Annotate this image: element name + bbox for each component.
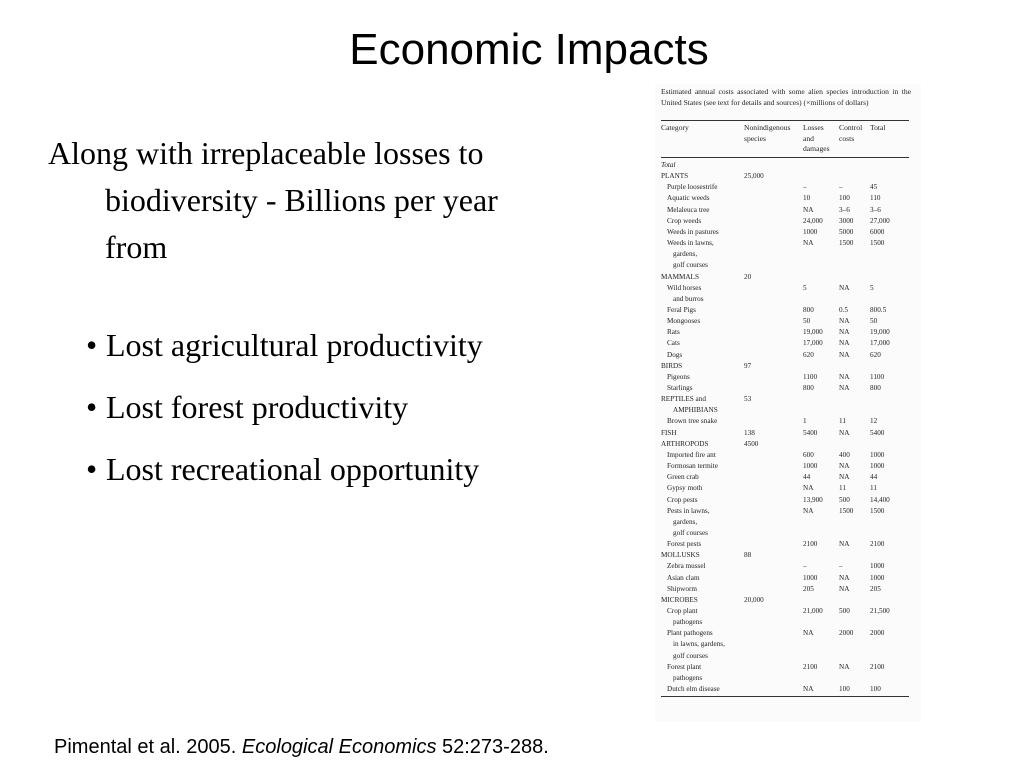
row-control: NA [839, 283, 850, 292]
row-losses: 2100 [803, 662, 818, 671]
citation [54, 734, 774, 760]
row-total: 205 [870, 584, 881, 593]
row-category: Cats [667, 339, 680, 348]
table-row [661, 439, 911, 450]
table-row [661, 283, 911, 294]
row-total: 100 [870, 685, 881, 694]
row-losses: 620 [803, 350, 814, 359]
table-row [661, 639, 911, 650]
row-control: 3000 [839, 216, 854, 225]
row-category: Plant pathogens [667, 629, 713, 638]
row-losses: 600 [803, 450, 814, 459]
row-category: REPTILES and [661, 395, 706, 404]
row-losses: 21,000 [803, 607, 823, 615]
row-total: 2100 [870, 540, 885, 549]
row-control: NA [839, 662, 850, 671]
row-total: 800.5 [870, 305, 887, 314]
header-control: Control costs [839, 123, 863, 143]
row-category: PLANTS [661, 172, 689, 181]
row-losses: 5 [803, 283, 807, 292]
row-control: NA [839, 317, 850, 326]
row-losses: 50 [803, 317, 811, 326]
row-losses: 24,000 [803, 216, 823, 225]
row-category: Zebra mussel [667, 562, 706, 571]
row-total: 5 [870, 283, 874, 292]
table-row [661, 305, 911, 316]
row-control: NA [839, 372, 850, 381]
row-category: Brown tree snake [667, 417, 718, 426]
row-total: 3–6 [870, 205, 881, 214]
row-losses: NA [803, 205, 814, 214]
table-row [661, 182, 911, 193]
table-row [661, 550, 911, 561]
row-control: – [839, 183, 843, 192]
row-total: 2000 [870, 629, 885, 638]
row-total: 19,000 [870, 328, 890, 337]
row-total: 2100 [870, 662, 885, 671]
row-category: in lawns, gardens, [673, 640, 725, 649]
row-category: pathogens [673, 618, 703, 627]
row-category: Weeds in lawns, [667, 239, 714, 248]
row-control: 500 [839, 495, 850, 504]
row-losses: 44 [803, 473, 811, 482]
row-category: Forest pests [667, 540, 702, 549]
table-row [661, 193, 911, 204]
row-category: Pests in lawns, [667, 506, 710, 515]
row-category: Pigeons [667, 372, 690, 381]
citation-authors: Pimental et al. 2005. [54, 736, 237, 758]
row-control: 1500 [839, 506, 854, 515]
table-row [661, 483, 911, 494]
row-control: 400 [839, 450, 850, 459]
row-total: 12 [870, 417, 878, 426]
row-losses: 2100 [803, 540, 818, 549]
row-losses: 205 [803, 584, 814, 593]
row-category: Gypsy moth [667, 484, 703, 493]
table-row [661, 216, 911, 227]
row-category: Forest plant [667, 662, 702, 671]
table-row [661, 238, 911, 249]
intro-text: Along with irreplaceable losses to biodiversity - Billions per year from [48, 135, 498, 265]
row-category: gardens, [673, 517, 698, 526]
table-row [661, 327, 911, 338]
table-row [661, 383, 911, 394]
table-row [661, 472, 911, 483]
table-row [661, 506, 911, 517]
row-category: Melaleuca tree [667, 205, 710, 214]
table-row [661, 394, 911, 405]
header-category: Category [661, 123, 689, 132]
row-control: 5000 [839, 227, 854, 236]
bullet-text: Lost recreational opportunity [106, 451, 480, 487]
table-row [661, 160, 911, 171]
row-control: 500 [839, 607, 850, 615]
bullet-list [86, 322, 486, 508]
table-row [661, 673, 911, 684]
row-control: NA [839, 328, 850, 337]
row-category: Dutch elm disease [667, 685, 720, 694]
row-control: NA [839, 339, 850, 348]
row-category: Starlings [667, 384, 693, 392]
table-row [661, 539, 911, 550]
row-total: 800 [870, 384, 881, 392]
table-row [661, 350, 911, 361]
row-losses: 10 [803, 194, 811, 203]
row-control: NA [839, 350, 850, 359]
row-control: NA [839, 540, 850, 549]
row-nonindigenous: 4500 [744, 439, 759, 448]
row-losses: 17,000 [803, 339, 823, 348]
table-row [661, 584, 911, 595]
table-row [661, 517, 911, 528]
row-control: NA [839, 584, 850, 593]
row-category: Asian clam [667, 573, 700, 582]
row-losses: 1000 [803, 573, 818, 582]
row-category: Wild horses [667, 283, 702, 292]
table-row [661, 294, 911, 305]
table-top-rule [661, 120, 909, 121]
row-losses: 13,900 [803, 495, 823, 504]
row-control: 11 [839, 484, 846, 493]
row-category: Rats [667, 328, 680, 337]
cost-table-image [655, 84, 921, 722]
row-total: 1000 [870, 573, 885, 582]
bullet-marker: • [86, 389, 98, 425]
header-losses: Losses and damages [803, 123, 830, 153]
row-losses: 19,000 [803, 328, 823, 337]
row-category: Green crab [667, 473, 699, 482]
row-category: FISH [661, 428, 677, 437]
row-nonindigenous: 138 [744, 428, 755, 437]
row-total: 1000 [870, 450, 885, 459]
table-row [661, 372, 911, 383]
row-category: Formosan termite [667, 462, 718, 471]
table-row [661, 171, 911, 182]
row-control: NA [839, 462, 850, 471]
table-row [661, 573, 911, 584]
row-category: Imported fire ant [667, 450, 716, 459]
row-category: golf courses [673, 651, 708, 660]
row-category: Crop plant [667, 607, 698, 615]
row-control: 3–6 [839, 205, 850, 214]
table-row [661, 428, 911, 439]
table-row [661, 227, 911, 238]
row-category: Mongooses [667, 317, 701, 326]
row-losses: 1100 [803, 372, 818, 381]
bullet-item [86, 446, 486, 493]
row-category: MICROBES [661, 595, 698, 604]
table-bottom-rule [661, 696, 909, 697]
row-total: 50 [870, 317, 878, 326]
bullet-text: Lost agricultural productivity [106, 327, 483, 363]
row-category: MOLLUSKS [661, 551, 700, 560]
row-total: 110 [870, 194, 881, 203]
row-category: golf courses [673, 528, 708, 537]
row-control: 0.5 [839, 305, 848, 314]
table-row [661, 595, 911, 606]
row-control: 11 [839, 417, 846, 426]
citation-journal: Ecological Economics [241, 736, 437, 758]
row-total: 6000 [870, 227, 885, 236]
row-losses: – [803, 183, 807, 192]
table-row [661, 495, 911, 506]
row-control: NA [839, 428, 850, 437]
row-total: 620 [870, 350, 881, 359]
row-losses: 800 [803, 384, 814, 392]
row-nonindigenous: 20 [744, 272, 752, 281]
row-losses: – [803, 562, 807, 571]
row-category: Shipworm [667, 584, 697, 593]
row-category: BIRDS [661, 361, 683, 370]
row-nonindigenous: 53 [744, 395, 752, 404]
table-row [661, 405, 911, 416]
row-total: 14,400 [870, 495, 890, 504]
row-category: MAMMALS [661, 272, 699, 281]
row-total: 1000 [870, 562, 885, 571]
table-row [661, 628, 911, 639]
row-category: Crop pests [667, 495, 698, 504]
table-row [661, 606, 911, 617]
row-total: 1000 [870, 462, 885, 471]
row-losses: 1 [803, 417, 807, 426]
table-row [661, 338, 911, 349]
row-control: NA [839, 384, 850, 392]
row-losses: NA [803, 239, 814, 248]
row-losses: NA [803, 484, 814, 493]
slide-title: Economic Impacts [349, 25, 709, 74]
row-category: pathogens [673, 673, 703, 682]
table-row [661, 528, 911, 539]
row-nonindigenous: 25,000 [744, 172, 764, 181]
row-category: Aquatic weeds [667, 194, 710, 203]
table-row [661, 684, 911, 695]
row-control: 1500 [839, 239, 854, 248]
row-losses: 800 [803, 305, 814, 314]
row-category: Dogs [667, 350, 683, 359]
row-losses: NA [803, 629, 814, 638]
table-row [661, 461, 911, 472]
header-total: Total [870, 123, 886, 132]
row-losses: 5400 [803, 428, 818, 437]
row-category: Purple loosestrife [667, 183, 718, 192]
row-category: Feral Pigs [667, 305, 696, 314]
header-nonindigenous: Nonindigenous species [744, 123, 791, 143]
table-row [661, 316, 911, 327]
row-category: and burros [673, 294, 704, 303]
bullet-item [86, 322, 486, 369]
row-control: 100 [839, 685, 850, 694]
bullet-item [86, 384, 486, 431]
row-total: 1100 [870, 372, 885, 381]
row-nonindigenous: 97 [744, 361, 752, 370]
row-total: 11 [870, 484, 877, 493]
table-row [661, 662, 911, 673]
table-row [661, 260, 911, 271]
table-row [661, 205, 911, 216]
table-row [661, 361, 911, 372]
bullet-text: Lost forest productivity [106, 389, 409, 425]
row-control: 100 [839, 194, 850, 203]
row-nonindigenous: 88 [744, 551, 752, 560]
table-caption: Estimated annual costs associated with some alien species introduction in the United States (see text for details and sources) (×millions of dollars) [661, 87, 911, 107]
row-total: 44 [870, 473, 878, 482]
table-row [661, 416, 911, 427]
row-control: NA [839, 473, 850, 482]
row-category: Total [661, 161, 676, 169]
row-total: 17,000 [870, 339, 890, 348]
table-row [661, 272, 911, 283]
row-nonindigenous: 20,000 [744, 595, 764, 604]
row-losses: NA [803, 685, 814, 694]
table-row [661, 651, 911, 662]
row-category: Weeds in pastures [667, 227, 719, 236]
row-losses: 1000 [803, 462, 818, 471]
row-category: ARTHROPODS [661, 439, 709, 448]
row-control: – [839, 562, 843, 571]
row-category: golf courses [673, 261, 708, 270]
row-total: 45 [870, 183, 878, 192]
table-row [661, 450, 911, 461]
row-category: Crop weeds [667, 216, 702, 225]
row-total: 5400 [870, 428, 885, 437]
row-total: 1500 [870, 506, 885, 515]
bullet-marker: • [86, 451, 98, 487]
row-control: NA [839, 573, 850, 582]
citation-pages: 52:273-288. [442, 736, 549, 758]
row-losses: NA [803, 506, 814, 515]
table-row [661, 249, 911, 260]
table-row [661, 561, 911, 572]
table-header-rule [661, 157, 909, 158]
row-total: 21,500 [870, 607, 890, 615]
row-control: 2000 [839, 629, 854, 638]
table-row [661, 617, 911, 628]
row-total: 27,000 [870, 216, 890, 225]
row-losses: 1000 [803, 227, 818, 236]
row-total: 1500 [870, 239, 885, 248]
row-category: gardens, [673, 250, 698, 259]
row-category: AMPHIBIANS [673, 406, 718, 415]
bullet-marker: • [86, 327, 98, 363]
